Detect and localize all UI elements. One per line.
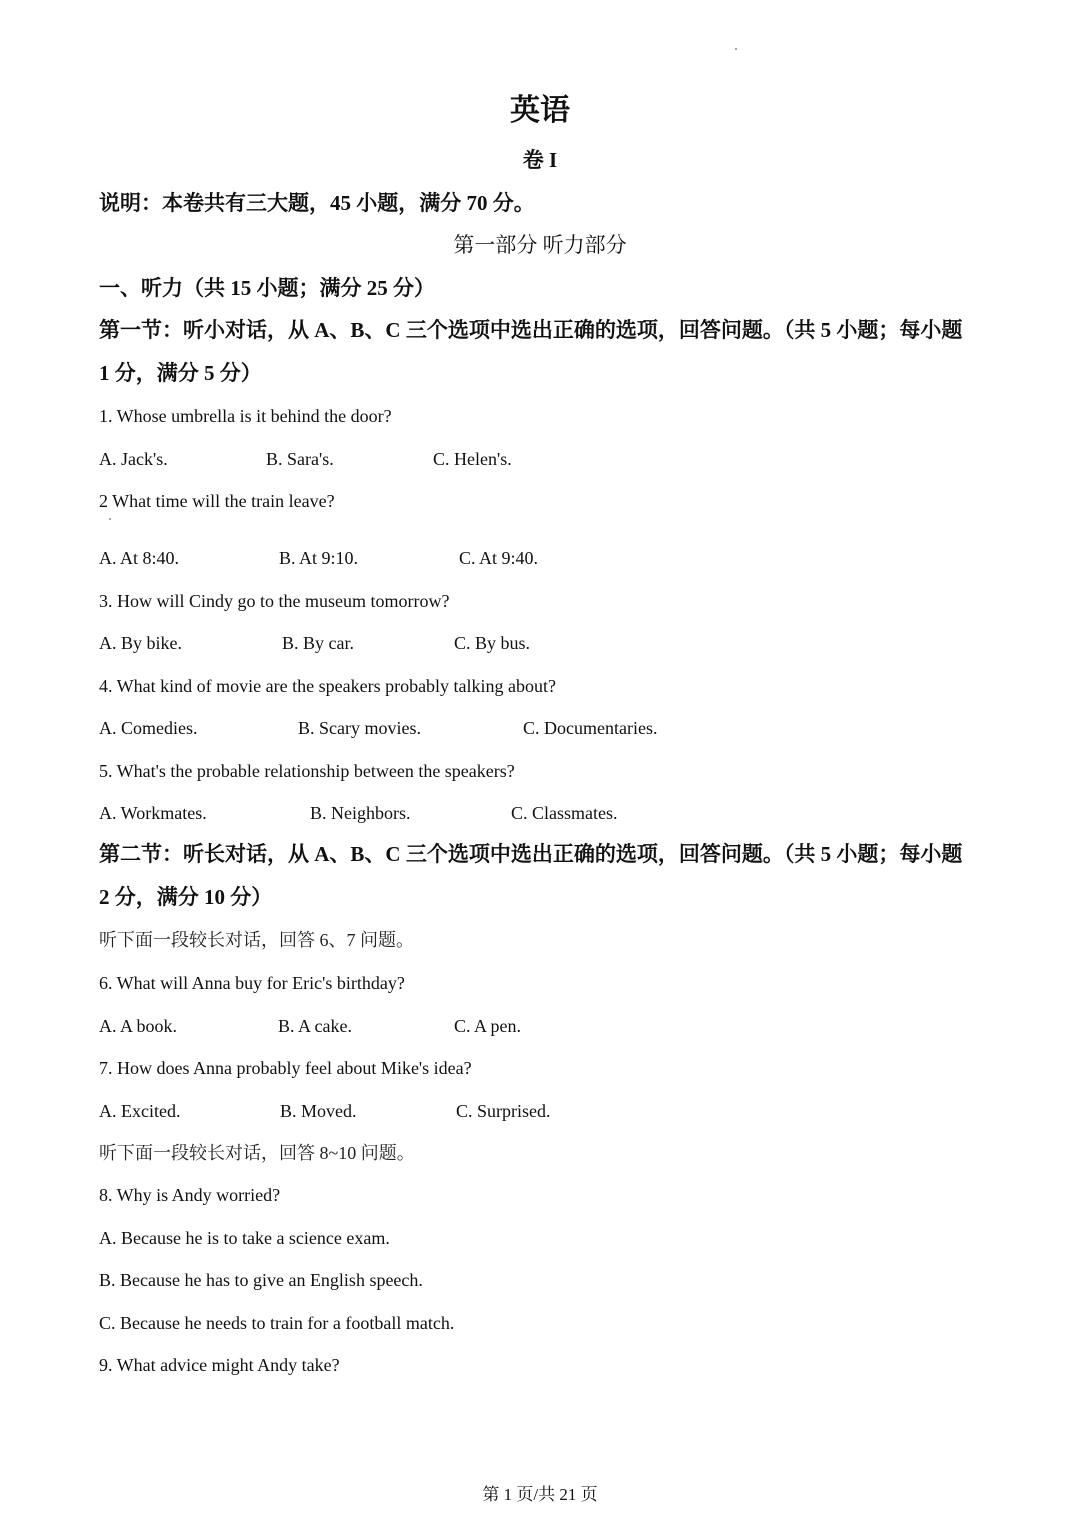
q1-option-a: A. Jack's. — [99, 449, 168, 469]
q5-option-a: A. Workmates. — [99, 803, 207, 823]
question-7: 7. How does Anna probably feel about Mike's idea? — [99, 1058, 472, 1078]
question-1: 1. Whose umbrella is it behind the door? — [99, 406, 392, 426]
volume-subtitle: 卷 I — [522, 148, 558, 172]
question-5: 5. What's the probable relationship between the speakers? — [99, 761, 515, 781]
question-8: 8. Why is Andy worried? — [99, 1185, 281, 1205]
q4-option-c: C. Documentaries. — [523, 718, 658, 738]
exam-note: 说明：本卷共有三大题，45 小题，满分 70 分。 — [99, 191, 535, 215]
question-4: 4. What kind of movie are the speakers probably talking about? — [99, 676, 557, 696]
q6-option-a: A. A book. — [99, 1016, 178, 1036]
question-6: 6. What will Anna buy for Eric's birthday? — [99, 973, 405, 993]
question-2: 2 What time will the train leave? — [99, 491, 335, 511]
q8-option-c: C. Because he needs to train for a football match. — [99, 1313, 455, 1333]
section2-instruction-line2: 2 分，满分 10 分） — [99, 885, 273, 909]
section1-instruction-line1: 第一节：听小对话，从 A、B、C 三个选项中选出正确的选项，回答问题。（共 5 小题；每小题 — [99, 318, 963, 342]
q2-option-a: A. At 8:40. — [99, 548, 180, 568]
q5-option-b: B. Neighbors. — [310, 803, 411, 823]
q1-option-c: C. Helen's. — [433, 449, 512, 469]
q3-option-a: A. By bike. — [99, 633, 182, 653]
section-heading: 一、听力（共 15 小题；满分 25 分） — [99, 276, 435, 300]
dialogue-instruction-6-7: 听下面一段较长对话，回答 6、7 问题。 — [99, 930, 414, 950]
dialogue-instruction-8-10: 听下面一段较长对话，回答 8~10 问题。 — [99, 1143, 415, 1163]
q7-option-b: B. Moved. — [280, 1101, 357, 1121]
q7-option-c: C. Surprised. — [456, 1101, 551, 1121]
q6-option-c: C. A pen. — [454, 1016, 522, 1036]
q2-option-c: C. At 9:40. — [459, 548, 539, 568]
question-9: 9. What advice might Andy take? — [99, 1355, 340, 1375]
part-one-title: 第一部分 听力部分 — [453, 233, 627, 257]
scan-speck — [109, 518, 111, 520]
scan-speck — [735, 48, 737, 50]
q8-option-a: A. Because he is to take a science exam. — [99, 1228, 390, 1248]
q2-option-b: B. At 9:10. — [279, 548, 359, 568]
q3-option-c: C. By bus. — [454, 633, 531, 653]
page-footer: 第 1 页/共 21 页 — [482, 1485, 598, 1504]
page-title: 英语 — [510, 94, 570, 127]
q3-option-b: B. By car. — [282, 633, 354, 653]
section1-instruction-line2: 1 分，满分 5 分） — [99, 361, 262, 385]
q4-option-b: B. Scary movies. — [298, 718, 421, 738]
question-3: 3. How will Cindy go to the museum tomorrow? — [99, 591, 450, 611]
q6-option-b: B. A cake. — [278, 1016, 352, 1036]
q8-option-b: B. Because he has to give an English speech. — [99, 1270, 423, 1290]
q1-option-b: B. Sara's. — [266, 449, 334, 469]
section2-instruction-line1: 第二节：听长对话，从 A、B、C 三个选项中选出正确的选项，回答问题。（共 5 小题；每小题 — [99, 842, 963, 866]
q7-option-a: A. Excited. — [99, 1101, 181, 1121]
q5-option-c: C. Classmates. — [511, 803, 618, 823]
q4-option-a: A. Comedies. — [99, 718, 198, 738]
